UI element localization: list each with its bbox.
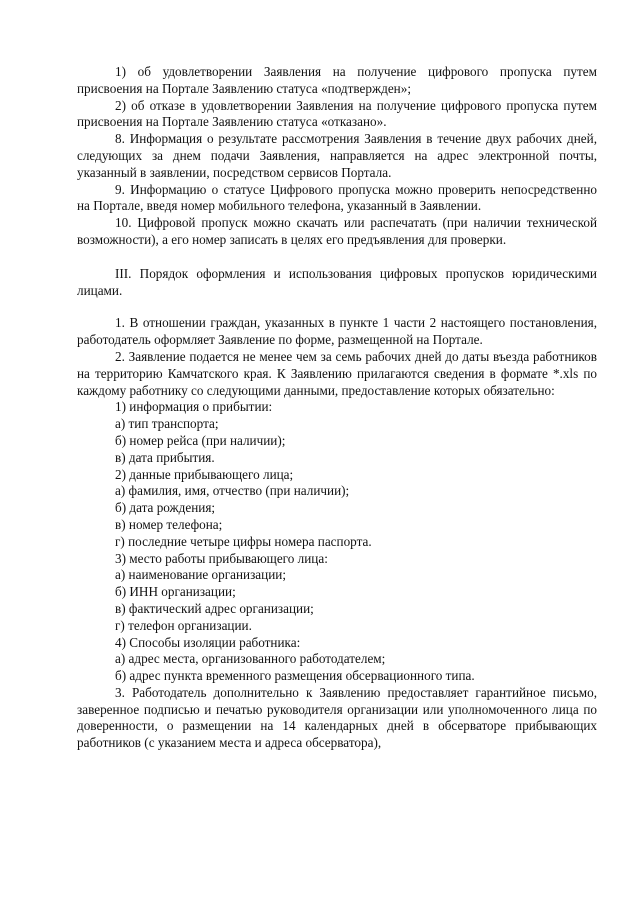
list-item: б) дата рождения; xyxy=(115,500,216,516)
paragraph-9: 9. Информацию о статусе Цифрового пропуска можно проверить непосредственно на Портале, введя номер мобильного телефона, указанный в Заявлении. xyxy=(77,181,597,214)
section-paragraph-1: 1. В отношении граждан, указанных в пункте 1 части 2 настоящего постановления, работодатель оформляет Заявление по форме, размещенной на Портале. xyxy=(77,315,597,348)
paragraph-refusal-status: 2) об отказе в удовлетворении Заявления на получение цифрового пропуска путем присвоения на Портале Заявлению статуса «отказано». xyxy=(77,97,597,130)
document-page xyxy=(77,64,597,752)
list-item: в) фактический адрес организации; xyxy=(115,600,314,616)
list-item: 4) Способы изоляции работника: xyxy=(115,634,301,650)
paragraph-approval-status: 1) об удовлетворении Заявления на получение цифрового пропуска путем присвоения на Портале Заявлению статуса «подтвержден»; xyxy=(77,64,597,96)
list-item: б) адрес пункта временного размещения обсервационного типа. xyxy=(115,668,475,684)
list-item: 2) данные прибывающего лица; xyxy=(115,466,294,482)
list-item: в) номер телефона; xyxy=(115,516,223,532)
section-paragraph-3: 3. Работодатель дополнительно к Заявлению предоставляет гарантийное письмо, заверенное подписью и печатью руководителя организации или уполномоченного лица по доверенности, о размещении на 14 календарных дней в обсерваторе прибывающих работников (с указанием места и адреса обсерватора), xyxy=(77,684,597,751)
list-item: б) ИНН организации; xyxy=(115,584,236,600)
list-item: 1) информация о прибытии: xyxy=(115,399,273,415)
list-item: а) фамилия, имя, отчество (при наличии); xyxy=(115,483,350,499)
list-item: в) дата прибытия. xyxy=(115,449,215,465)
paragraph-10: 10. Цифровой пропуск можно скачать или распечатать (при наличии технической возможности), а его номер записать в целях его предъявления для проверки. xyxy=(77,215,597,247)
list-item: а) наименование организации; xyxy=(115,567,286,583)
list-item: а) тип транспорта; xyxy=(115,416,219,432)
list-item: а) адрес места, организованного работодателем; xyxy=(115,651,386,667)
list-item: 3) место работы прибывающего лица: xyxy=(115,550,328,566)
section-heading: III. Порядок оформления и использования цифровых пропусков юридическими лицами. xyxy=(77,265,597,298)
list-item: г) телефон организации. xyxy=(115,617,252,633)
list-item: б) номер рейса (при наличии); xyxy=(115,432,286,448)
section-paragraph-2: 2. Заявление подается не менее чем за семь рабочих дней до даты въезда работников на территорию Камчатского края. К Заявлению прилагаются сведения в формате *.xls по каждому работнику со следующими данными, предоставление которых обязательно: xyxy=(77,348,597,398)
paragraph-8: 8. Информация о результате рассмотрения Заявления в течение двух рабочих дней, следующих за днем подачи Заявления, направляется на адрес электронной почты, указанный в заявлении, посредством сервисов Портала. xyxy=(77,131,597,180)
list-item: г) последние четыре цифры номера паспорта. xyxy=(115,533,372,549)
